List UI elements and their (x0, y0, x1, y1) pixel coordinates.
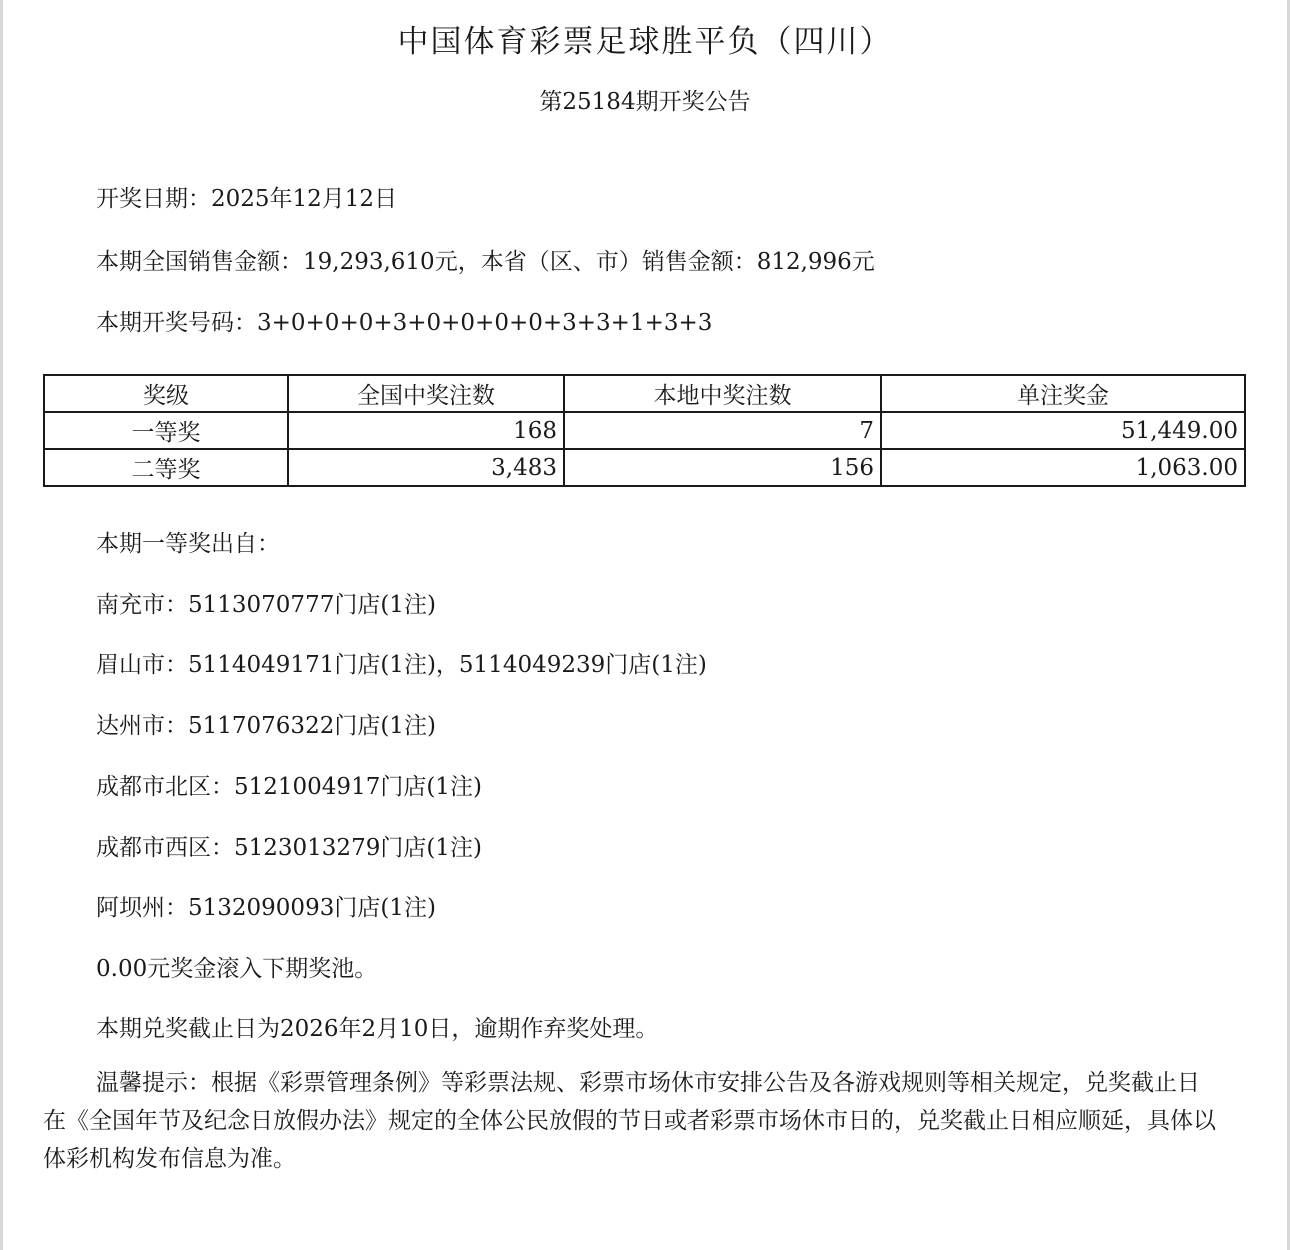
header-national-winners: 全国中奖注数 (288, 375, 564, 412)
list-item: 达州市：5117076322门店(1注) (96, 713, 436, 739)
page-edge-left (0, 0, 3, 1250)
header-local-winners: 本地中奖注数 (564, 375, 881, 412)
claim-deadline: 本期兑奖截止日为2026年2月10日，逾期作弃奖处理。 (96, 1016, 659, 1042)
list-item: 成都市北区：5121004917门店(1注) (96, 774, 482, 800)
cell-local-winners: 156 (564, 449, 881, 486)
winners-heading: 本期一等奖出自： (96, 531, 280, 557)
cell-local-winners: 7 (564, 412, 881, 449)
list-item: 眉山市：5114049171门店(1注)，5114049239门店(1注) (96, 652, 707, 678)
page-title: 中国体育彩票足球胜平负（四川） (397, 24, 893, 60)
list-item: 成都市西区：5123013279门店(1注) (96, 835, 482, 861)
cell-prize-level: 一等奖 (44, 412, 288, 449)
winning-numbers: 本期开奖号码：3+0+0+0+3+0+0+0+0+3+3+1+3+3 (96, 310, 713, 336)
rollover-note: 0.00元奖金滚入下期奖池。 (96, 956, 378, 982)
page-subtitle: 第25184期开奖公告 (539, 89, 751, 115)
reminder-paragraph: 温馨提示：根据《彩票管理条例》等彩票法规、彩票市场休市安排公告及各游戏规则等相关规定，兑奖截止日在《全国年节及纪念日放假办法》规定的全体公民放假的节日或者彩票市场休市日的，兑奖截止日相应顺延，具体以体彩机构发布信息为准。 (43, 1070, 1216, 1172)
header-prize-amount: 单注奖金 (881, 375, 1245, 412)
cell-national-winners: 3,483 (288, 449, 564, 486)
cell-national-winners: 168 (288, 412, 564, 449)
header-prize-level: 奖级 (44, 375, 288, 412)
table-header-row (44, 375, 1245, 412)
cell-prize-level: 二等奖 (44, 449, 288, 486)
table-row (44, 449, 1245, 486)
prize-table (43, 374, 1246, 487)
list-item: 阿坝州：5132090093门店(1注) (96, 895, 436, 921)
cell-prize-amount: 51,449.00 (881, 412, 1245, 449)
list-item: 南充市：5113070777门店(1注) (96, 592, 436, 618)
sales-amount: 本期全国销售金额：19,293,610元，本省（区、市）销售金额：812,996元 (96, 249, 875, 275)
draw-date: 开奖日期：2025年12月12日 (96, 186, 398, 212)
table-row (44, 412, 1245, 449)
cell-prize-amount: 1,063.00 (881, 449, 1245, 486)
